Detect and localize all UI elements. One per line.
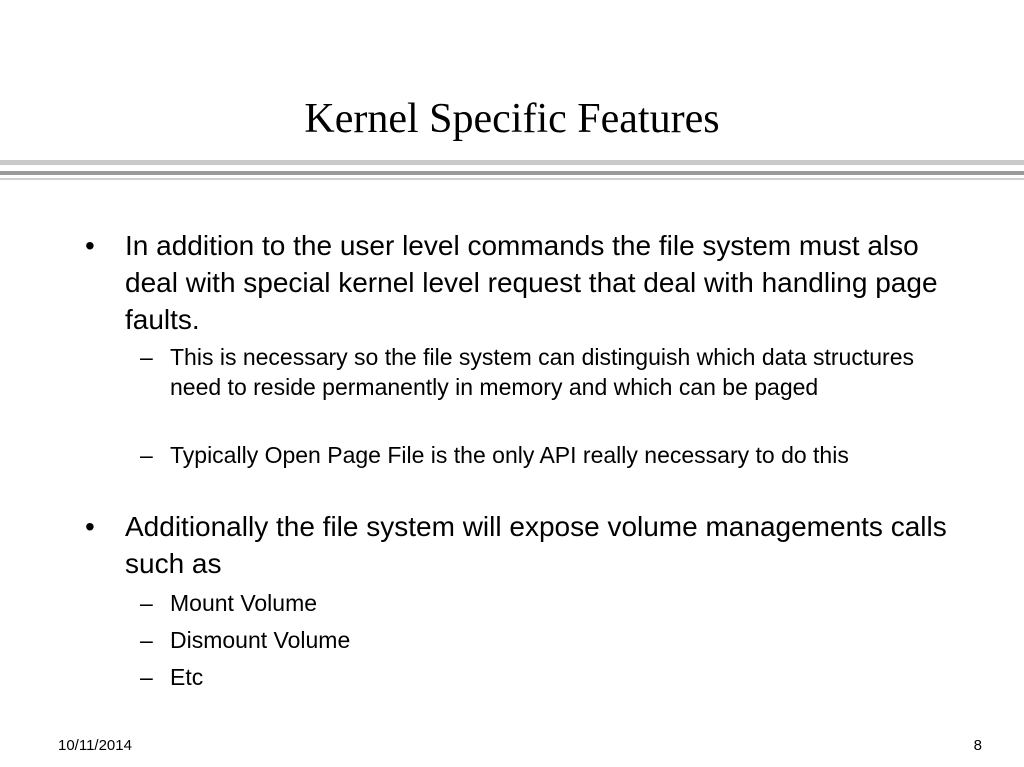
dash-icon: –: [140, 344, 153, 370]
sub-bullet-item: [140, 342, 930, 402]
bullet-text: Additionally the file system will expose volume managements calls such as: [125, 511, 947, 579]
sub-bullet-text: Typically Open Page File is the only API really necessary to do this: [170, 442, 849, 468]
bullet-item: [85, 227, 955, 338]
footer-date: 10/11/2014: [58, 737, 132, 754]
sub-bullet-text: Dismount Volume: [170, 627, 351, 653]
dash-icon: –: [140, 442, 153, 468]
bullet-text: In addition to the user level commands the file system must also deal with special kernel level request that deal with handling page faults.: [125, 230, 938, 335]
sub-bullet-item: [140, 588, 930, 618]
sub-bullet-text: This is necessary so the file system can distinguish which data structures need to reside permanently in memory and which can be paged: [170, 344, 914, 400]
dash-icon: –: [140, 664, 153, 690]
sub-bullet-item: [140, 440, 930, 470]
bullet-item: [85, 508, 955, 582]
sub-bullet-text: Mount Volume: [170, 590, 318, 616]
dash-icon: –: [140, 627, 153, 653]
slide-number: 8: [973, 737, 982, 754]
sub-bullet-item: [140, 625, 930, 655]
sub-bullet-text: Etc: [170, 664, 204, 690]
sub-bullet-item: [140, 662, 930, 692]
bullet-icon: •: [85, 511, 95, 542]
bullet-icon: •: [85, 230, 95, 261]
dash-icon: –: [140, 590, 153, 616]
slide-title: Kernel Specific Features: [304, 96, 720, 142]
